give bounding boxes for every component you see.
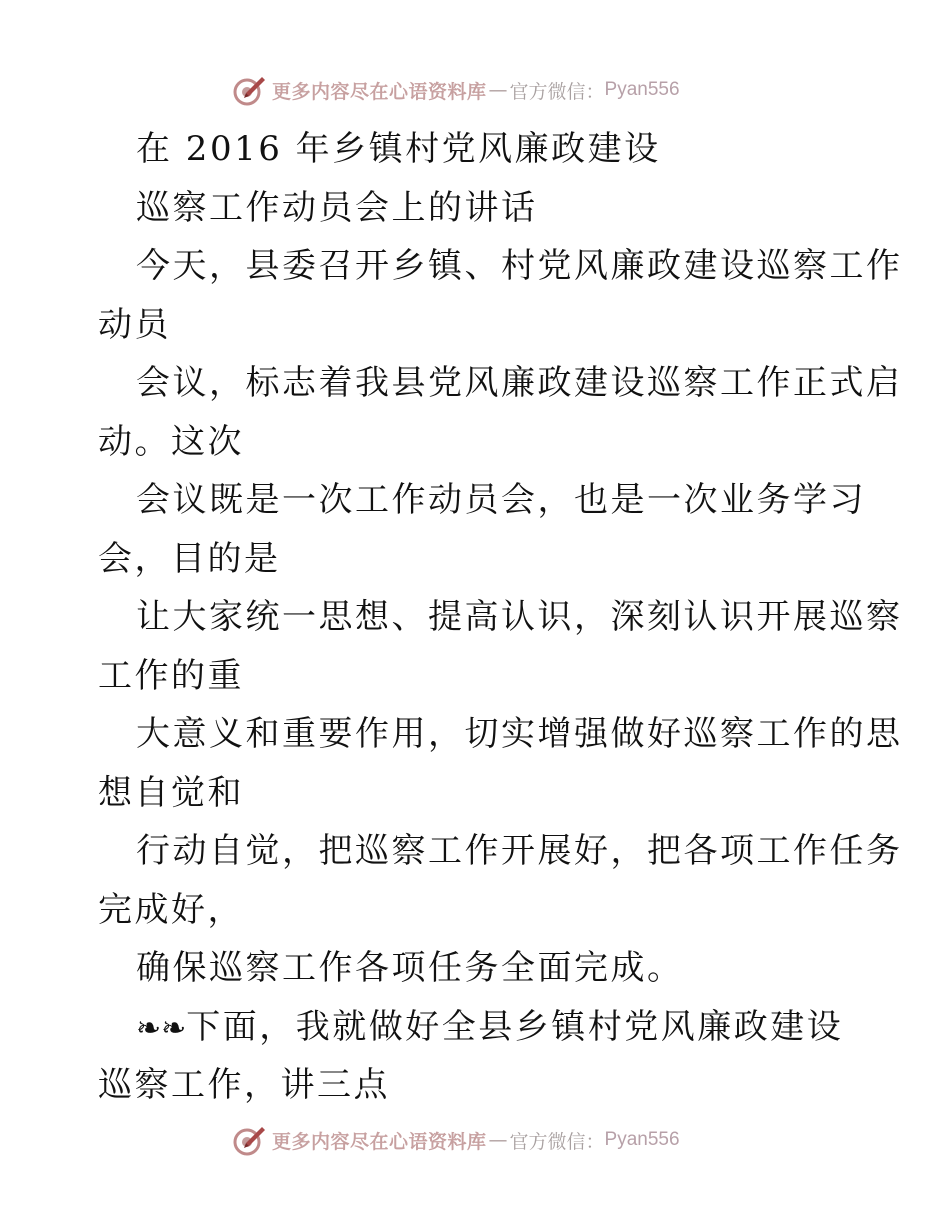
fleuron-ornament-icon: ❧❧ (136, 1010, 187, 1046)
text-line-content: 在 2016 年乡镇村党风廉政建设 (136, 129, 661, 169)
text-line (98, 413, 858, 472)
watermark-dash: — (488, 79, 508, 101)
text-line-content: 想自觉和 (98, 772, 244, 813)
text-line (98, 998, 858, 1057)
text-line-content: 今天，县委召开乡镇、村党风廉政建设巡察工作 (136, 246, 903, 286)
watermark-main-text: 更多内容尽在心语资料库 (272, 1130, 487, 1153)
text-line-content: 巡察工作，讲三点 (98, 1065, 390, 1105)
text-line-content: 确保巡察工作各项任务全面完成。 (136, 948, 684, 988)
header-watermark (232, 72, 680, 108)
footer-watermark (232, 1122, 680, 1158)
pen-circle-logo-icon (232, 1123, 266, 1157)
text-line-content: 完成好， (98, 889, 244, 930)
watermark-wechat-id: Pyan556 (604, 1129, 680, 1150)
text-line (98, 822, 903, 881)
text-line (98, 354, 903, 413)
text-line-content: 工作的重 (98, 655, 244, 696)
text-line-content: 会议，标志着我县党风廉政建设巡察工作正式启 (136, 363, 903, 403)
text-line-content: 让大家统一思想、提高认识，深刻认识开展巡察 (136, 597, 903, 637)
text-line (98, 296, 858, 355)
text-line (98, 939, 858, 998)
text-line (98, 881, 858, 940)
text-line (98, 647, 858, 706)
text-line-content: 巡察工作动员会上的讲话 (136, 187, 538, 228)
watermark-dash: — (488, 1129, 508, 1151)
text-line-content: 动员 (98, 304, 171, 345)
text-line-content: 动。这次 (98, 421, 244, 462)
text-line (98, 705, 903, 764)
text-line (98, 471, 866, 530)
watermark-main-text: 更多内容尽在心语资料库 (272, 80, 487, 103)
text-line (98, 120, 858, 179)
text-line (98, 179, 858, 238)
text-line (98, 588, 903, 647)
watermark-sub-text: 官方微信： (509, 1130, 605, 1153)
document-body (98, 120, 903, 1115)
pen-circle-logo-icon (232, 73, 266, 107)
text-line (98, 1056, 858, 1115)
watermark-wechat-id: Pyan556 (604, 79, 680, 100)
text-line (98, 530, 858, 589)
text-line-content: 大意义和重要作用，切实增强做好巡察工作的思 (136, 714, 903, 754)
text-line (98, 237, 903, 296)
text-line (98, 764, 858, 823)
text-line-content: 会议既是一次工作动员会，也是一次业务学习 (136, 480, 866, 520)
text-line-content: 会，目的是 (98, 538, 281, 579)
text-line-content: 下面，我就做好全县乡镇村党风廉政建设 (186, 1006, 844, 1047)
text-line-content: 行动自觉，把巡察工作开展好，把各项工作任务 (136, 831, 903, 871)
watermark-sub-text: 官方微信： (509, 80, 605, 103)
